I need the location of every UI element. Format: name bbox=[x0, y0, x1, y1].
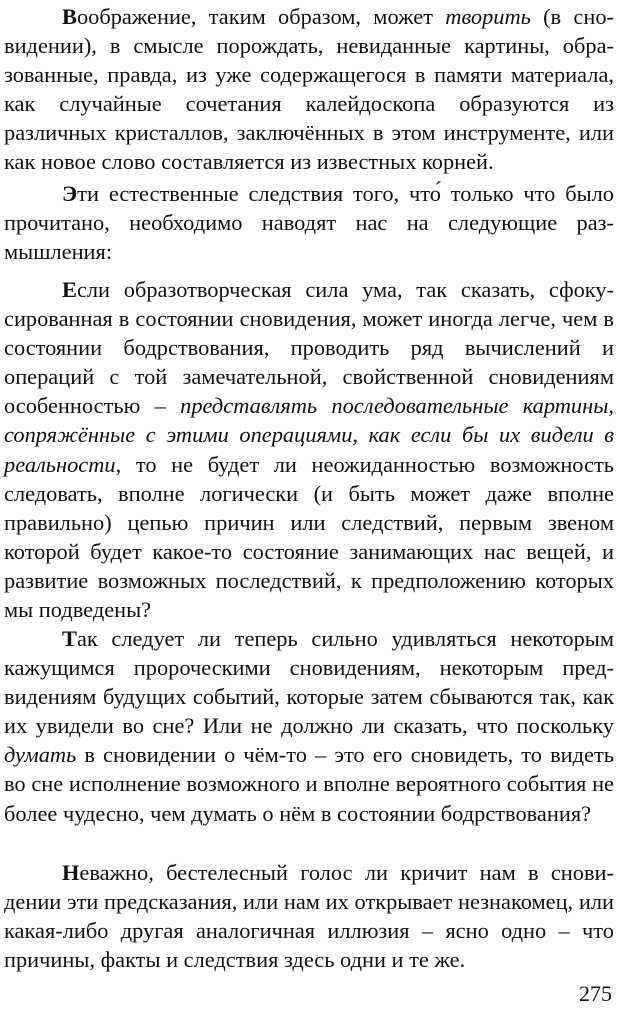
paragraph-5 bbox=[4, 858, 614, 974]
paragraph-text: в сновидении о чём-то – это его сновидеть, то видеть во сне исполнение возможного и вполне вероятного события не более чудесно, чем думать о нём в состоянии бодрствования? bbox=[4, 742, 614, 826]
drop-cap: В bbox=[62, 4, 77, 29]
paragraph-text: ти естественные следствия того, что́ только что было прочитано, необходимо наводят нас на следующие размышления: bbox=[4, 181, 614, 265]
drop-cap: Т bbox=[62, 626, 77, 651]
drop-cap: Е bbox=[62, 277, 77, 302]
paragraph-2 bbox=[4, 179, 614, 266]
paragraph-text: , то не будет ли неожиданностью возможность следовать, вполне логически (и быть может даже вполне правильно) цепью причин или следствий, первым звеном которой будет какое-то состояние занимающих нас вещей, и развитие возможных последствий, к предположению которых мы подведены? bbox=[4, 451, 614, 623]
paragraph-text: ак следует ли теперь сильно удивляться некоторым кажущимся пророческими сновидениям, некоторым предвидениям будущих событий, которые затем сбываются так, как их увидели во сне? Или не должно ли сказать, что поскольку bbox=[4, 626, 614, 739]
italic-text: думать bbox=[4, 742, 77, 768]
paragraph-text: сли образотворческая сила ума, так сказать, сфокусированная в состоянии сновидения, может иногда легче, чем в состоянии бодрствования, проводить ряд вычислений и операций с той замечательной, свойственной сновидениям особенностью – bbox=[4, 277, 614, 419]
paragraph-3 bbox=[4, 275, 614, 624]
drop-cap: Н bbox=[62, 860, 80, 885]
paragraph-text: (в сновидении), в смысле порождать, невиданные картины, образованные, правда, из уже содержащегося в памяти материала, как случайные сочетания калейдоскопа образуются из различных кристаллов, заключённых в этом инструменте, или как новое слово составляется из известных корней. bbox=[4, 4, 614, 175]
paragraph-text: еважно, бестелесный голос ли кричит нам в сновидении эти предсказания, или нам их открывает незнакомец, или какая-либо другая аналогичная иллюзия – ясно одно – что причины, факты и следствия здесь одни и те же. bbox=[4, 860, 614, 973]
italic-text: творить bbox=[445, 4, 531, 29]
page-number: 275 bbox=[579, 981, 612, 1006]
drop-cap: Э bbox=[62, 181, 78, 206]
italic-text: представлять последовательные картины, сопряжённые с этими операциями, как если бы их видели в реальности bbox=[4, 393, 614, 477]
paragraph-4 bbox=[4, 624, 614, 828]
paragraph-text: оображение, таким образом, может bbox=[76, 4, 446, 29]
paragraph-1 bbox=[4, 2, 614, 177]
